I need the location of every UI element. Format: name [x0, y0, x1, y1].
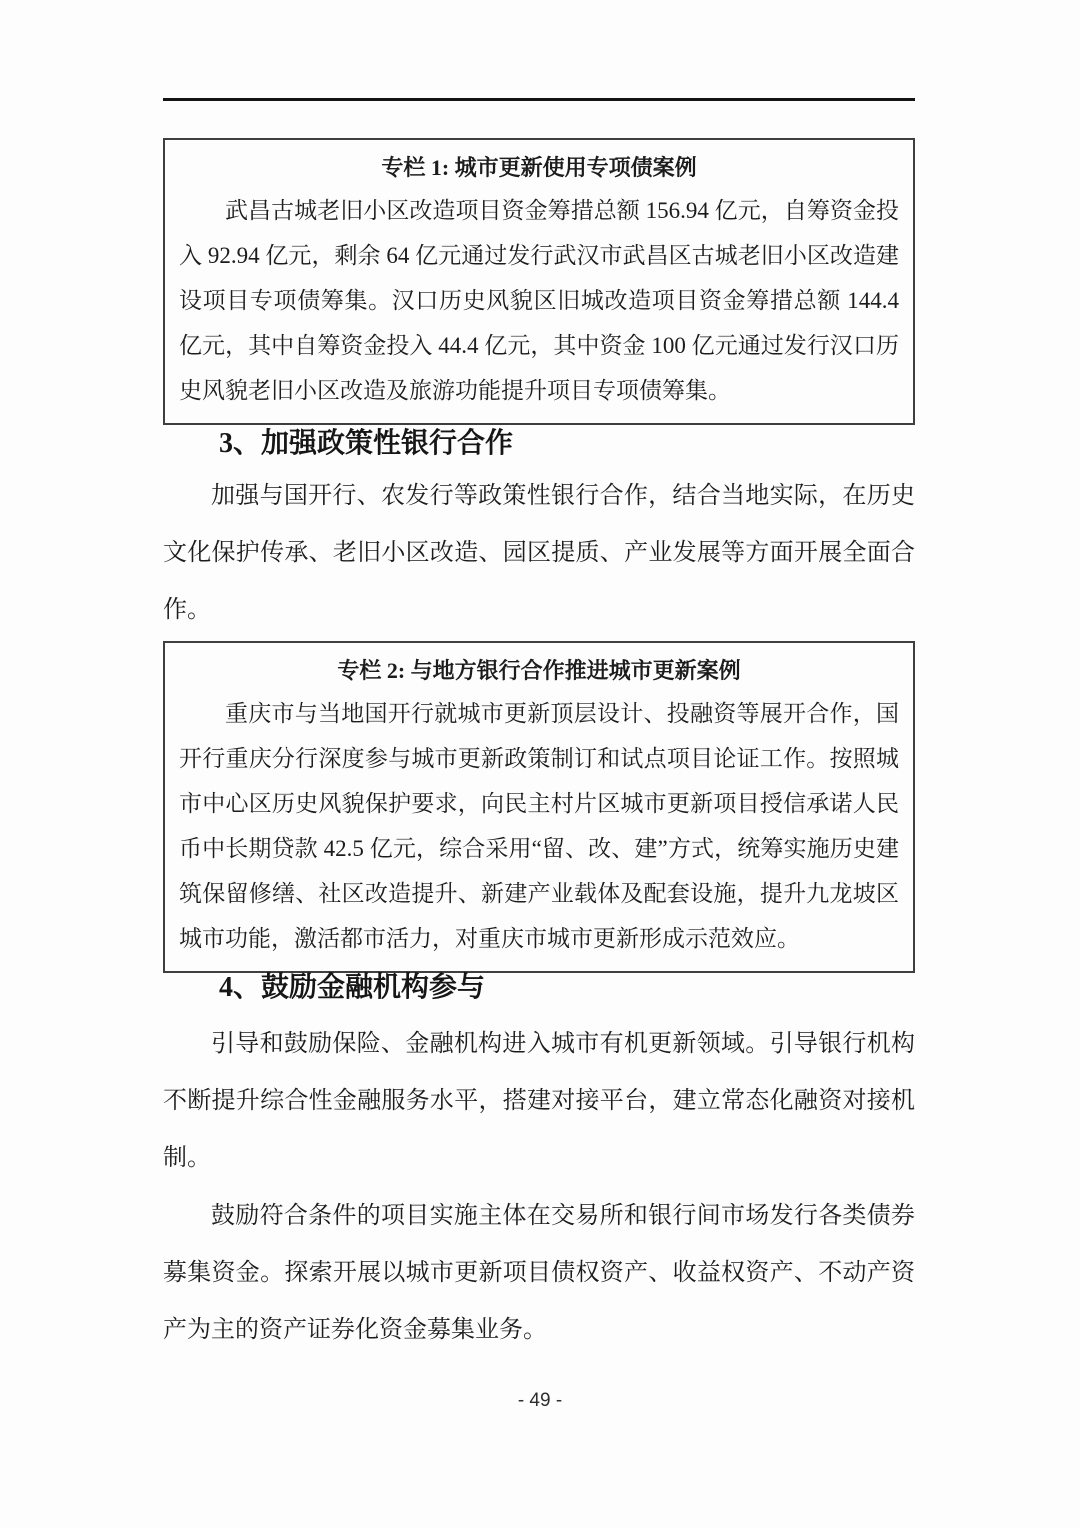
- page-number: - 49 -: [517, 1390, 563, 1411]
- section-3-heading: 3、加强政策性银行合作: [219, 428, 514, 459]
- callout-2-title: 专栏 2: 与地方银行合作推进城市更新案例: [337, 658, 741, 683]
- section-4-paragraph-2: 鼓励符合条件的项目实施主体在交易所和银行间市场发行各类债券募集资金。探索开展以城市更新项目债权资产、收益权资产、不动产资产为主的资产证券化资金募集业务。: [163, 1203, 915, 1343]
- callout-2-body: 重庆市与当地国开行就城市更新顶层设计、投融资等展开合作，国开行重庆分行深度参与城市更新政策制订和试点项目论证工作。按照城市中心区历史风貌保护要求，向民主村片区城市更新项目授信承诺人民币中长期贷款 42.5 亿元，综合采用“留、改、建”方式，统筹实施历史建筑保留修缮、社区改造提升、新建产业载体及配套设施，提升九龙坡区城市功能，激活都市活力，对重庆市城市更新形成示范效应。: [179, 701, 899, 951]
- callout-1-title: 专栏 1: 城市更新使用专项债案例: [381, 155, 697, 180]
- section-4-paragraph-1: 引导和鼓励保险、金融机构进入城市有机更新领域。引导银行机构不断提升综合性金融服务水平，搭建对接平台，建立常态化融资对接机制。: [163, 1031, 915, 1171]
- header-rule: [163, 98, 915, 101]
- callout-box-2: [163, 641, 915, 973]
- section-3-paragraph: 加强与国开行、农发行等政策性银行合作，结合当地实际，在历史文化保护传承、老旧小区改造、园区提质、产业发展等方面开展全面合作。: [163, 483, 915, 623]
- callout-1-body: 武昌古城老旧小区改造项目资金筹措总额 156.94 亿元，自筹资金投入 92.94 亿元，剩余 64 亿元通过发行武汉市武昌区古城老旧小区改造建设项目专项债筹集。汉口历史风貌区旧城改造项目资金筹措总额 144.4 亿元，其中自筹资金投入 44.4 亿元，其中资金 100 亿元通过发行汉口历史风貌老旧小区改造及旅游功能提升项目专项债筹集。: [179, 198, 899, 403]
- callout-box-1: [163, 138, 915, 425]
- section-4-heading: 4、鼓励金融机构参与: [219, 972, 486, 1003]
